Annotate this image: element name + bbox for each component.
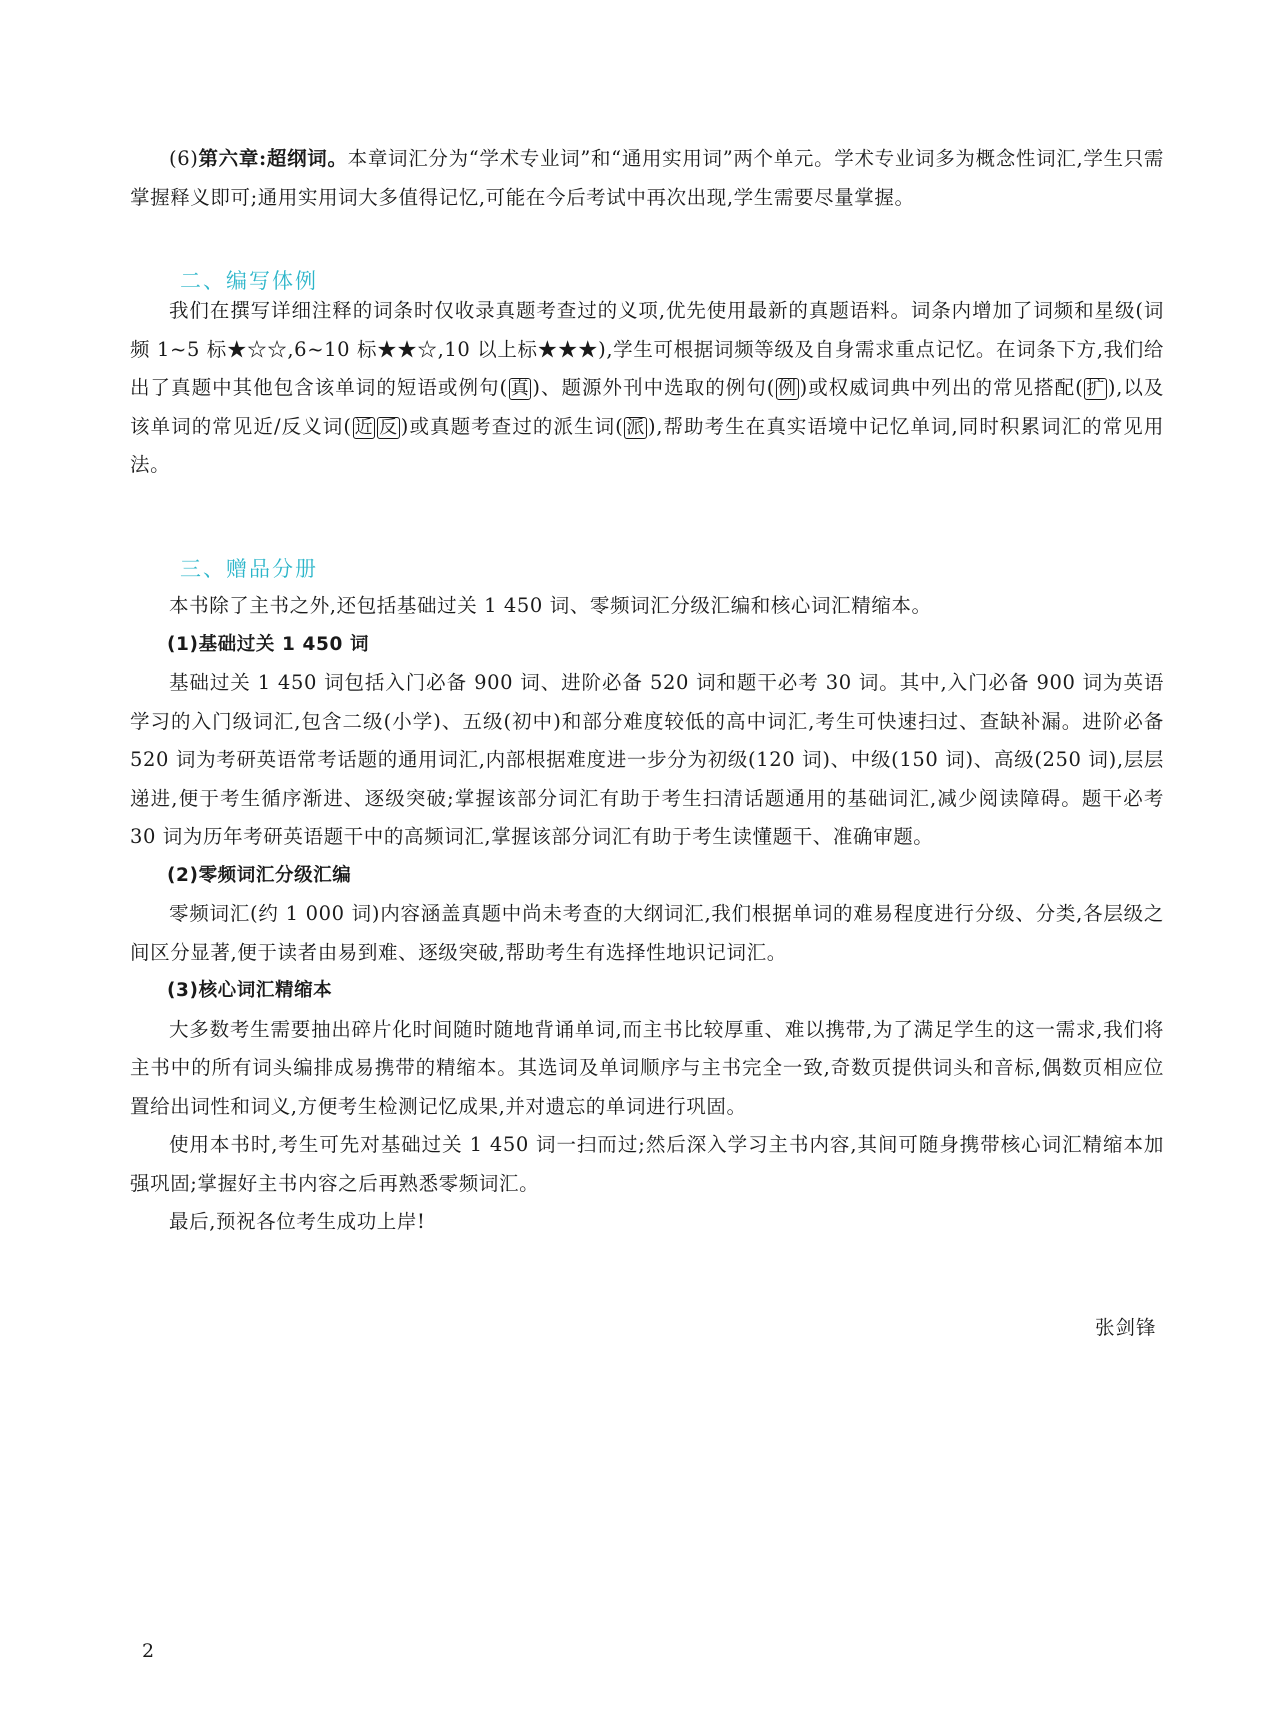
item-number: (6) — [169, 147, 199, 170]
marker-jin: 近 — [354, 416, 374, 438]
subsection-title-basic: (1)基础过关 1 450 词 — [167, 633, 370, 655]
chapter-six-title: 第六章:超纲词。 — [198, 147, 348, 170]
chapter-six-body: 本章词汇分为“学术专业词”和“通用实用词”两个单元。学术专业词多为概念性词汇,学生只需掌握释义即可;通用实用词大多值得记忆,可能在今后考试中再次出现,学生需要尽量掌握。 — [130, 147, 1165, 209]
style-text-5: )或真题考查过的派生词( — [400, 414, 624, 438]
marker-zhen: 真 — [510, 378, 530, 399]
marker-pai: 派 — [626, 416, 645, 438]
marker-fan: 反 — [379, 416, 398, 438]
compilation-style-paragraph — [130, 292, 1164, 485]
subsection-body-zero-frequency: 零频词汇(约 1 000 词)内容涵盖真题中尚未考查的大纲词汇,我们根据单词的难易程度进行分级、分类,各层级之间区分显著,便于读者由易到难、逐级突破,帮助考生有选择性地识记词汇。 — [130, 902, 1164, 964]
style-text-3: )或权威词典中列出的常见搭配( — [799, 376, 1084, 399]
page-number: 2 — [142, 1640, 155, 1662]
style-text-6: ),帮助考生在真实语境中记忆单词,同时积累词汇的常见用法。 — [130, 414, 1164, 476]
subsection-title-zero-frequency: (2)零频词汇分级汇编 — [167, 864, 352, 886]
marker-li: 例 — [777, 378, 797, 399]
closing-line: 最后,预祝各位考生成功上岸! — [169, 1210, 426, 1233]
style-text-4: ),以及该单词的常见近/反义词( — [130, 376, 1164, 438]
supplements-section — [130, 587, 1164, 1242]
style-text-1: 我们在撰写详细注释的词条时仅收录真题考查过的义项,优先使用最新的真题语料。词条内增加了词频和星级(词频 1~5 标★☆☆,6~10 标★★☆,10 以上标★★★),学生可根据词频等级及自身需求重点记忆。在词条下方,我们给出了真题中其他包含该单词的短语或例句( — [130, 299, 1164, 399]
chapter-six-paragraph — [130, 140, 1164, 217]
marker-kuo: 扩 — [1086, 378, 1105, 399]
subsection-body-basic: 基础过关 1 450 词包括入门必备 900 词、进阶必备 520 词和题干必考 30 词。其中,入门必备 900 词为英语学习的入门级词汇,包含二级(小学)、五级(初中)和部分难度较低的高中词汇,考生可快速扫过、查缺补漏。进阶必备 520 词为考研英语常考话题的通用词汇,内部根据难度进一步分为初级(120 词)、中级(150 词)、高级(250 词),层层递进,便于考生循序渐进、逐级突破;掌握该部分词汇有助于考生扫清话题通用的基础词汇,减少阅读障碍。题干必考 30 词为历年考研英语题干中的高频词汇,掌握该部分词汇有助于考生读懂题干、准确审题。 — [130, 671, 1164, 848]
section-heading-supplements: 三、赠品分册 — [180, 557, 318, 581]
usage-paragraph: 使用本书时,考生可先对基础过关 1 450 词一扫而过;然后深入学习主书内容,其间可随身携带核心词汇精缩本加强巩固;掌握好主书内容之后再熟悉零频词汇。 — [130, 1133, 1164, 1195]
subsection-body-condensed: 大多数考生需要抽出碎片化时间随时随地背诵单词,而主书比较厚重、难以携带,为了满足学生的这一需求,我们将主书中的所有词头编排成易携带的精缩本。其选词及单词顺序与主书完全一致,奇数页提供词头和音标,偶数页相应位置给出词性和词义,方便考生检测记忆成果,并对遗忘的单词进行巩固。 — [130, 1017, 1164, 1118]
author-signature: 张剑锋 — [1095, 1316, 1157, 1339]
supplements-intro: 本书除了主书之外,还包括基础过关 1 450 词、零频词汇分级汇编和核心词汇精缩本。 — [169, 594, 932, 617]
section-heading-compilation-style: 二、编写体例 — [180, 269, 318, 293]
style-text-2: )、题源外刊中选取的例句( — [532, 376, 775, 399]
subsection-title-condensed: (3)核心词汇精缩本 — [167, 980, 333, 1001]
